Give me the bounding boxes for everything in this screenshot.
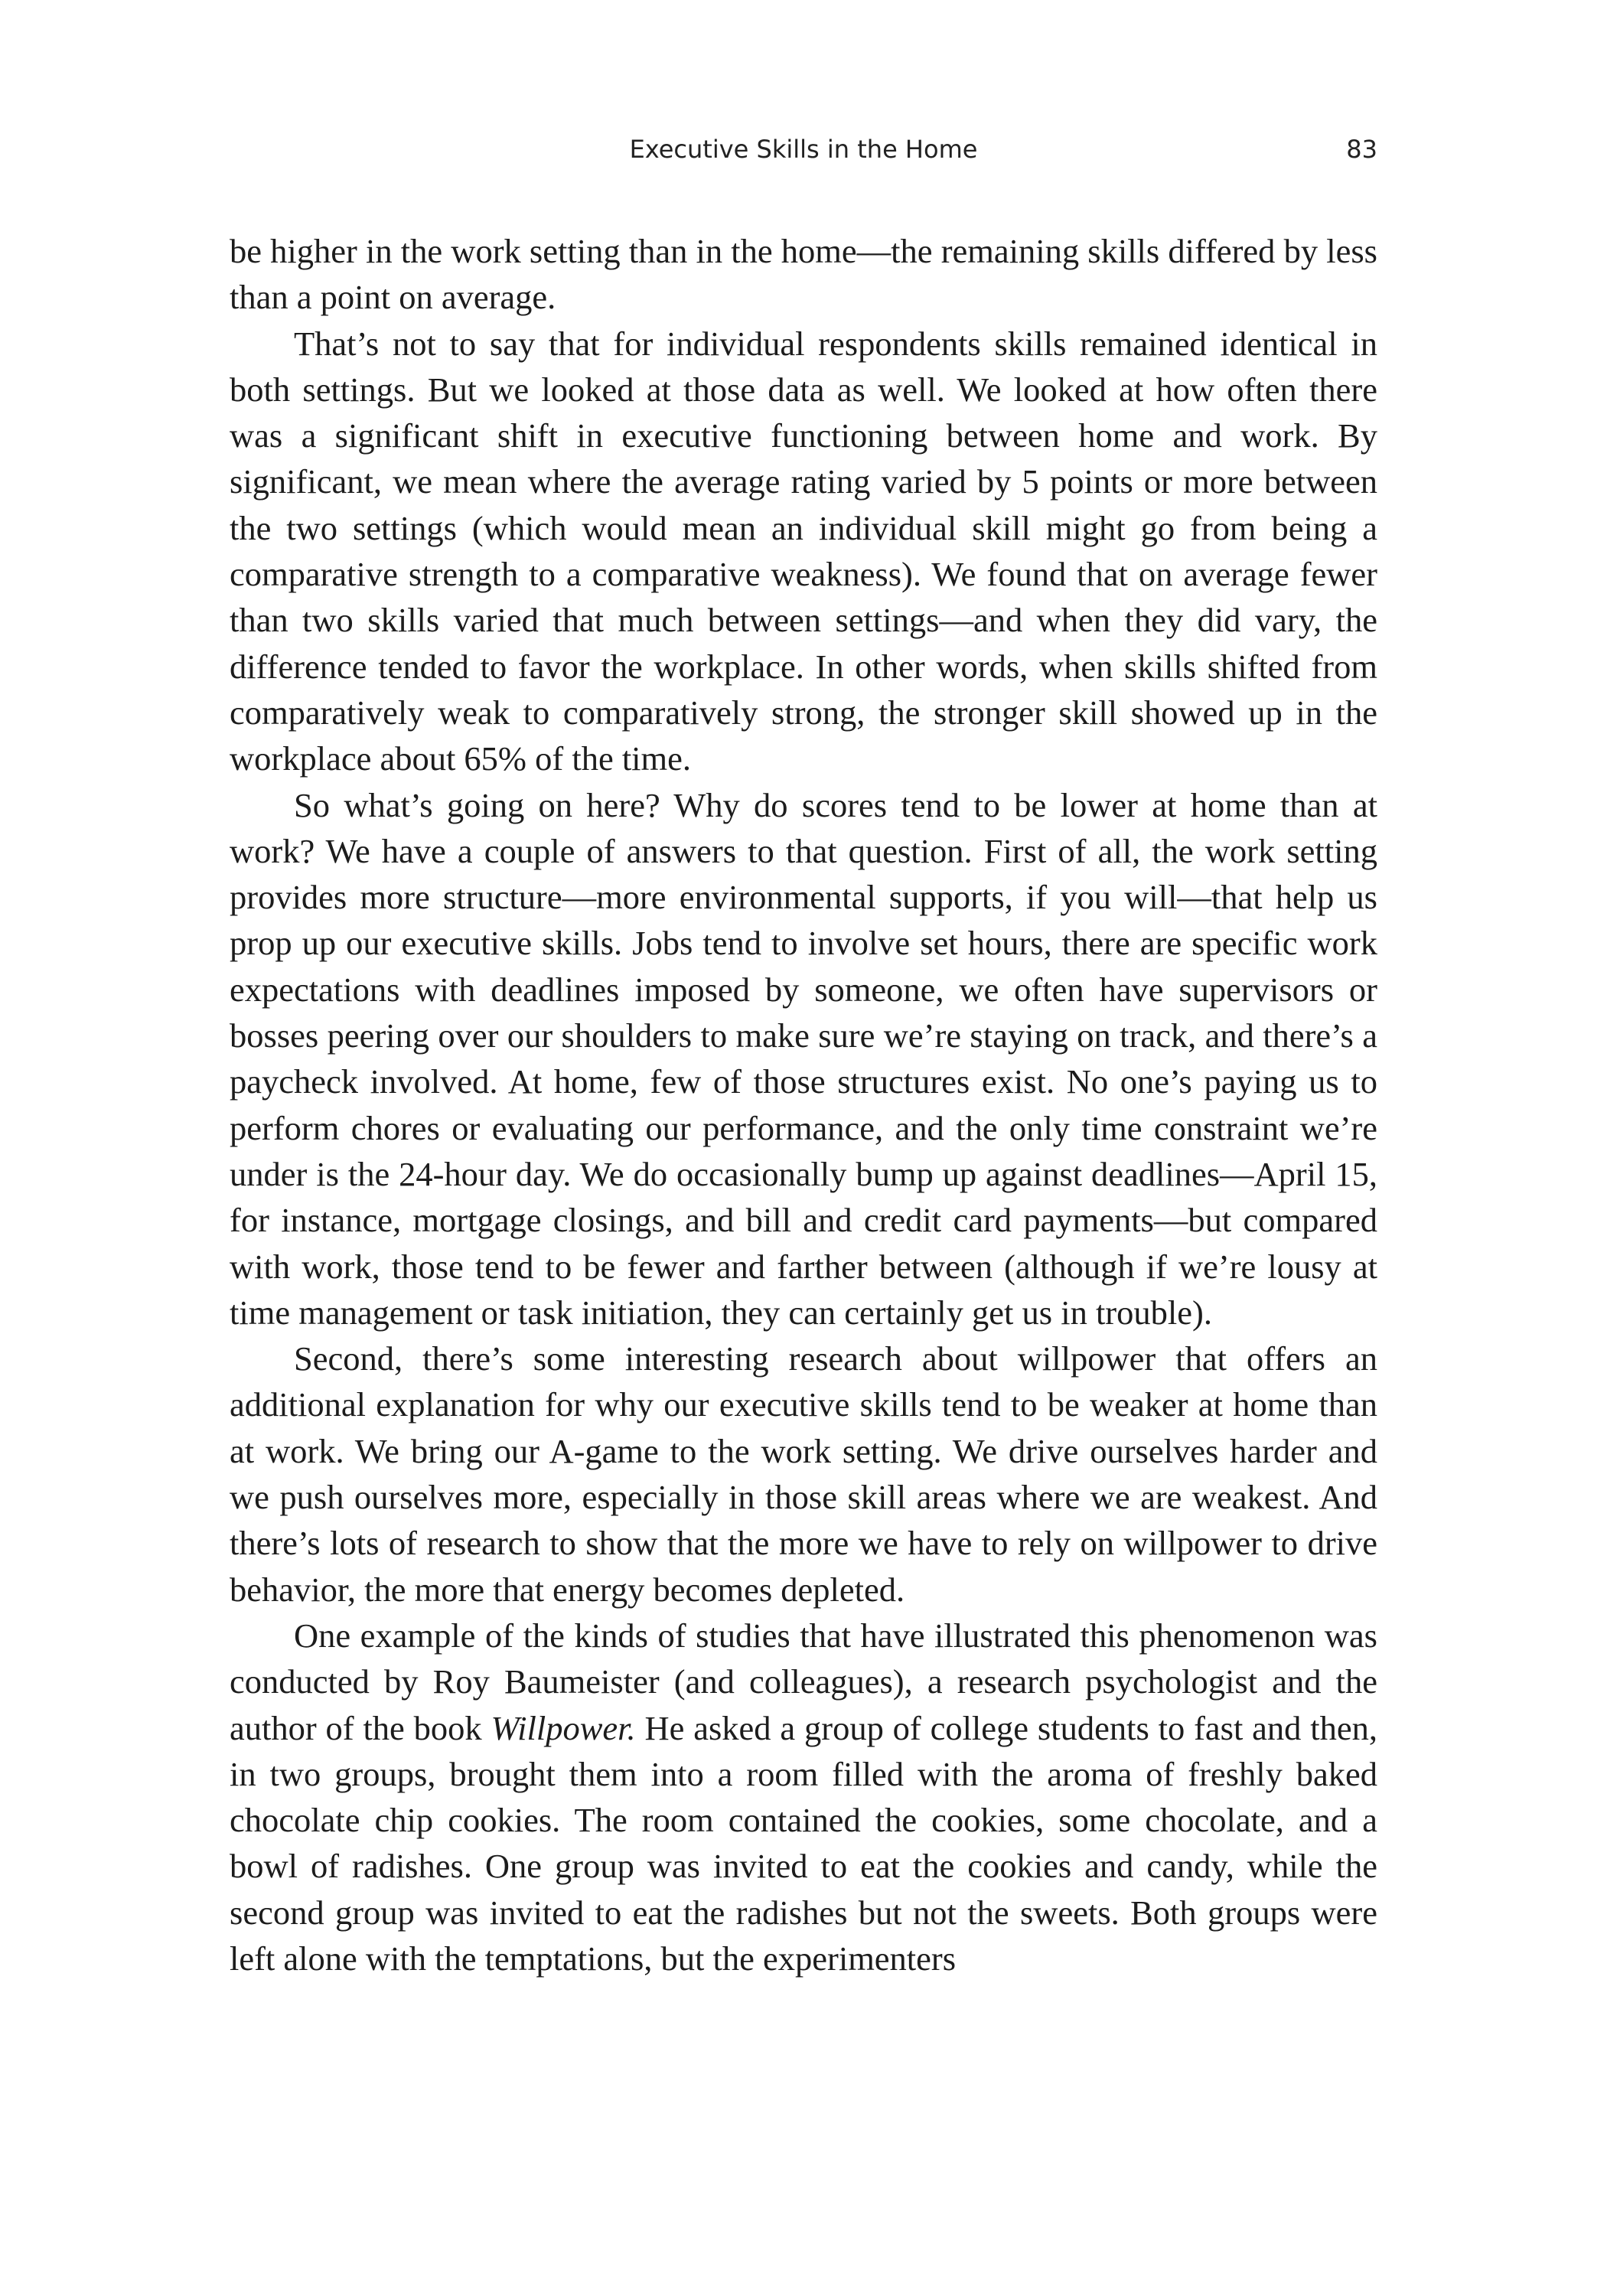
paragraph-text-end: He asked a group of college students to fast and then, in two groups, brought them into a room filled with the aroma of freshly baked chocolate chip cookies. The room contained the cookies, some chocolate, and a bowl of radishes. One group was invited to eat the cookies and candy, while the second group was invited to eat the radishes but not the sweets. Both groups were left alone with the temptations, but the experimenters xyxy=(230,1708,1377,1978)
body-text xyxy=(230,228,1377,1981)
running-title: Executive Skills in the Home xyxy=(629,135,978,164)
paragraph-willpower-research: Second, there’s some interesting research about willpower that offers an additional explanation for why our executive skills tend to be weaker at home than at work. We bring our A-game to the work setting. We drive ourselves harder and we push ourselves more, especially in those skill areas where we are weakest. And there’s lots of research to show that the more we have to rely on willpower to drive behavior, the more that energy becomes depleted. xyxy=(230,1339,1377,1609)
paragraph-text-start: One example of the kinds of studies that have illustrated this phenomenon was conducted by Roy Baumeister (and colleagues), a research psychologist and the author of the book xyxy=(230,1616,1377,1747)
page-number: 83 xyxy=(1346,135,1377,164)
paragraph-baumeister-study xyxy=(230,1613,1377,1981)
paragraph-whats-going-on: So what’s going on here? Why do scores tend to be lower at home than at work? We have a couple of answers to that question. First of all, the work setting provides more structure—more environmental supports, if you will—that help us prop up our executive skills. Jobs tend to involve set hours, there are specific work expectations with deadlines imposed by someone, we often have supervisors or bosses peering over our shoulders to make sure we’re staying on track, and there’s a paycheck involved. At home, few of those structures exist. No one’s paying us to perform chores or evaluating our performance, and the only time constraint we’re under is the 24-hour day. We do occasionally bump up against deadlines—April 15, for instance, mortgage closings, and bill and credit card payments—but compared with work, those tend to be fewer and farther between (although if we’re lousy at time management or task initiation, they can certainly get us in trouble). xyxy=(230,785,1377,1332)
running-header xyxy=(230,135,1377,173)
paragraph-individual-respondents: That’s not to say that for individual respondents skills remained identical in both settings. But we looked at those data as well. We looked at how often there was a significant shift in executive functioning between home and work. By significant, we mean where the average rating varied by 5 points or more between the two settings (which would mean an individual skill might go from being a comparative strength to a comparative weakness). We found that on average fewer than two skills varied that much between settings—and when they did vary, the difference tended to favor the workplace. In other words, when skills shifted from comparatively weak to comparatively strong, the stronger skill showed up in the workplace about 65% of the time. xyxy=(230,324,1377,778)
paragraph-continued: be higher in the work setting than in the home—the remaining skills differed by less than a point on average. xyxy=(230,232,1377,317)
book-title: Willpower. xyxy=(491,1708,636,1747)
